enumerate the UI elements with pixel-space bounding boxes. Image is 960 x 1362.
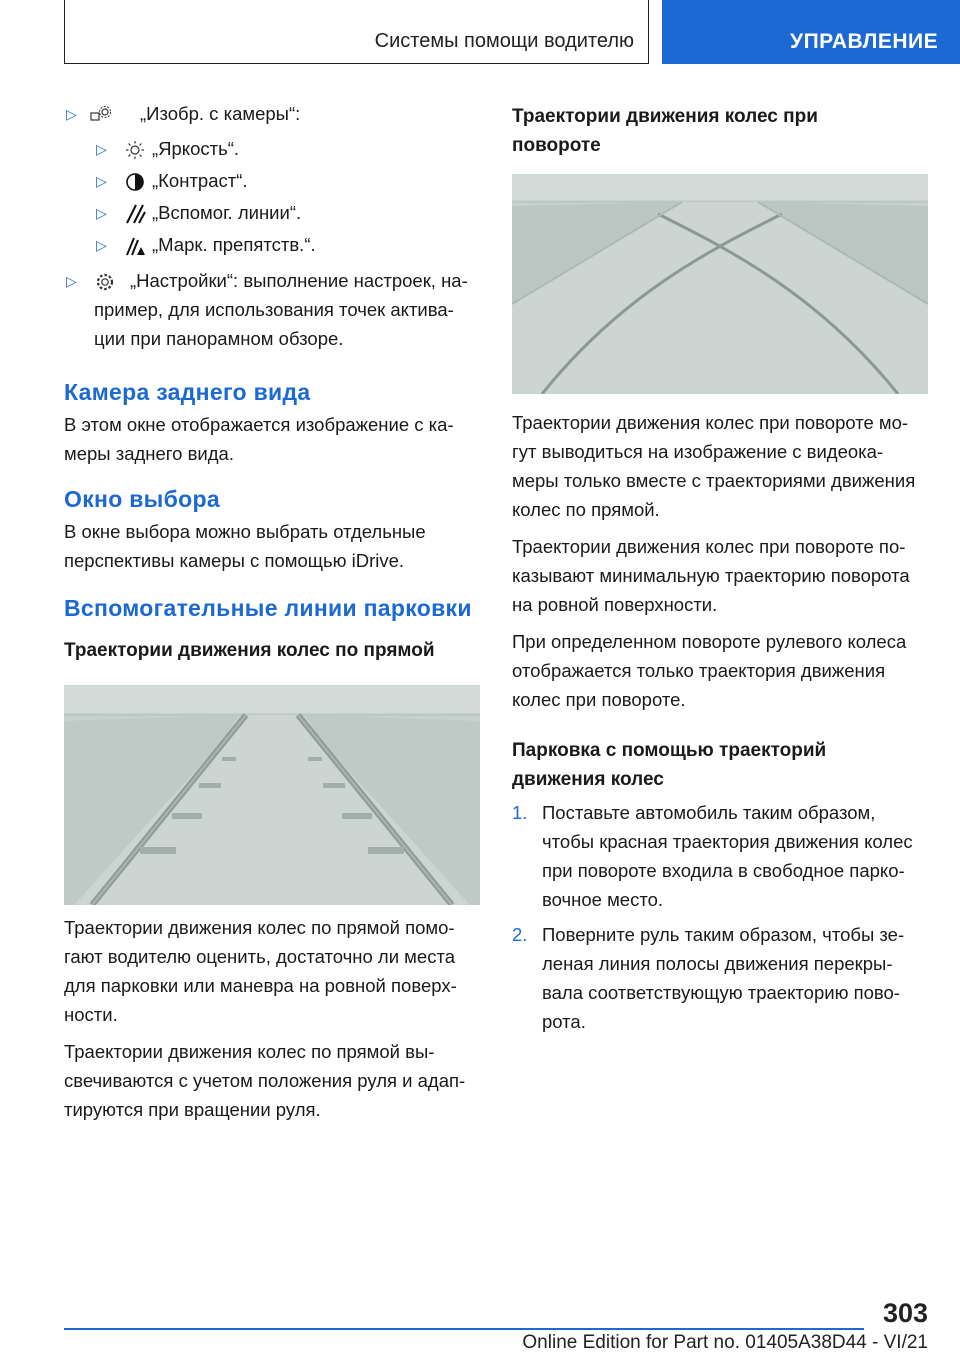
turn-heading-line: повороте [512, 135, 601, 156]
menu-item-brightness [64, 135, 478, 167]
straight-paragraph-1: ности. [64, 1004, 118, 1025]
list-arrow-icon: ▷ [96, 173, 107, 189]
turn-paragraph-3: колес при повороте. [512, 689, 686, 710]
gear-icon [94, 272, 116, 292]
settings-line: ции при панорамном обзоре. [94, 328, 344, 349]
step-line: при повороте входила в свободное парко- [542, 860, 905, 881]
section-title: Системы помощи водителю [374, 30, 634, 52]
menu-item-guide-lines [64, 199, 478, 231]
page-number: 303 [882, 1298, 928, 1328]
menu-item-label: „Изобр. с камеры“: [140, 103, 301, 124]
chapter-title: УПРАВЛЕНИЕ [790, 30, 939, 53]
turn-paragraph-2: казывают минимальную траекторию поворота [512, 565, 910, 586]
contrast-icon [124, 172, 146, 192]
turn-heading [512, 102, 928, 160]
parking-heading [512, 736, 928, 794]
list-arrow-icon: ▷ [96, 205, 107, 221]
obstacle-marking-icon [124, 236, 146, 256]
straight-trajectory-figure [64, 685, 480, 905]
left-column [64, 100, 478, 1124]
header-section-box [64, 0, 649, 64]
brightness-icon [124, 140, 146, 160]
straight-paragraph-2: свечиваются с учетом положения руля и адап- [64, 1070, 466, 1091]
step-line: вала соответствующую траекторию пово- [542, 982, 900, 1003]
turn-trajectory-figure [512, 174, 928, 394]
step-line: Поставьте автомобиль таким образом, [542, 802, 876, 823]
list-arrow-icon: ▷ [66, 106, 77, 122]
turn-paragraph-1: меры только вместе с траекториями движения [512, 470, 916, 491]
step-line: Поверните руль таким образом, чтобы зе- [542, 924, 905, 945]
menu-item-label: „Марк. препятств.“. [152, 234, 316, 255]
settings-line: „Настройки“: выполнение настроек, на- [130, 270, 468, 291]
step-line: рота. [542, 1011, 586, 1032]
straight-paragraph-1: гают водителю оценить, достаточно ли места [64, 946, 455, 967]
turn-paragraph-1: гут выводиться на изображение с видеока- [512, 441, 884, 462]
rear-camera-text: В этом окне отображается изображение с ка- [64, 414, 454, 435]
footer-edition: Online Edition for Part no. 01405A38D44 - VI/21 [522, 1332, 928, 1353]
menu-item-label: „Яркость“. [152, 138, 240, 159]
rear-camera-heading: Камера заднего вида [64, 379, 311, 405]
list-arrow-icon: ▷ [96, 141, 107, 157]
turn-heading-line: Траектории движения колес при [512, 106, 818, 127]
parking-lines-heading: Вспомогательные линии парковки [64, 595, 472, 621]
settings-line: пример, для использования точек актива- [94, 299, 454, 320]
right-column [512, 100, 928, 1036]
list-item [512, 798, 928, 914]
menu-item-camera-image [64, 100, 478, 130]
step-number: 2. [512, 924, 528, 945]
menu-item-contrast [64, 167, 478, 199]
list-item [512, 920, 928, 1036]
select-window-heading: Окно выбора [64, 486, 220, 512]
step-line: вочное место. [542, 889, 664, 910]
straight-paragraph-1: Траектории движения колес по прямой помо- [64, 917, 455, 938]
rear-camera-text: меры заднего вида. [64, 443, 234, 464]
list-arrow-icon: ▷ [96, 237, 107, 253]
straight-paragraph-2: Траектории движения колес по прямой вы- [64, 1041, 435, 1062]
select-window-text: перспективы камеры с помощью iDrive. [64, 550, 405, 571]
footer-divider [64, 1328, 864, 1330]
turn-paragraph-2: Траектории движения колес при повороте по- [512, 536, 906, 557]
straight-paragraph-1: для парковки или маневра на ровной поверх- [64, 975, 457, 996]
parking-heading-line: Парковка с помощью траекторий [512, 740, 827, 761]
turn-paragraph-2: на ровной поверхности. [512, 594, 718, 615]
camera-settings-icon [90, 105, 112, 125]
list-arrow-icon: ▷ [66, 273, 77, 289]
parking-heading-line: движения колес [512, 769, 664, 790]
menu-item-settings [64, 267, 478, 357]
step-line: леная линия полосы движения перекры- [542, 953, 893, 974]
turn-paragraph-1: Траектории движения колес при повороте мо- [512, 412, 909, 433]
turn-paragraph-3: отображается только траектория движения [512, 660, 886, 681]
menu-item-label: „Контраст“. [152, 170, 248, 191]
menu-item-label: „Вспомог. линии“. [152, 202, 302, 223]
guide-lines-icon [124, 204, 146, 224]
turn-paragraph-3: При определенном повороте рулевого колеса [512, 631, 907, 652]
turn-paragraph-1: колес по прямой. [512, 499, 660, 520]
step-number: 1. [512, 802, 528, 823]
straight-heading: Траектории движения колес по прямой [64, 640, 435, 661]
select-window-text: В окне выбора можно выбрать отдельные [64, 521, 426, 542]
straight-paragraph-2: тируются при вращении руля. [64, 1099, 321, 1120]
step-line: чтобы красная траектория движения колес [542, 831, 913, 852]
menu-item-obstacle-marking [64, 231, 478, 263]
chapter-tab [662, 0, 960, 64]
